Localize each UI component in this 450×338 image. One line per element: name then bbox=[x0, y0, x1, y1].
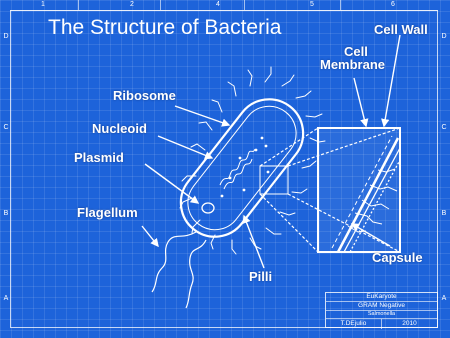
title-block-year: 2010 bbox=[402, 320, 417, 327]
column-number-6: 6 bbox=[391, 1, 395, 8]
nucleoid-coil bbox=[220, 149, 255, 189]
plasmid-arrow bbox=[145, 164, 198, 203]
cell-membrane-arrow bbox=[354, 78, 366, 126]
title-block-gram: GRAM Negative bbox=[326, 302, 437, 311]
cell-wall-outline bbox=[167, 86, 317, 251]
flagellum bbox=[152, 232, 206, 308]
label-cell-membrane-line2: Membrane bbox=[320, 57, 386, 72]
label-ribosome: Ribosome bbox=[113, 88, 176, 103]
row-letter-d-right: D bbox=[441, 33, 447, 40]
title-block-footer bbox=[326, 319, 437, 329]
label-nucleoid: Nucleoid bbox=[92, 121, 147, 136]
cell-wall-arrow bbox=[384, 35, 400, 126]
pilli-arrow bbox=[244, 216, 264, 268]
label-pilli: Pilli bbox=[249, 269, 273, 284]
flagellum-arrow bbox=[142, 226, 158, 246]
ribosome-dots bbox=[221, 137, 270, 198]
cell-membrane-outline bbox=[177, 95, 307, 240]
title-block-species: Salmonella bbox=[326, 311, 437, 319]
row-letter-c-left: C bbox=[3, 124, 9, 131]
row-letter-d-left: D bbox=[3, 33, 9, 40]
column-number-2: 2 bbox=[130, 1, 134, 8]
nucleoid-arrow bbox=[158, 136, 212, 158]
page-title: The Structure of Bacteria bbox=[48, 16, 282, 39]
column-number-5: 5 bbox=[310, 1, 314, 8]
label-flagellum: Flagellum bbox=[77, 205, 138, 220]
row-letter-c-right: C bbox=[441, 124, 447, 131]
row-letter-a-left: A bbox=[3, 295, 9, 302]
row-letter-a-right: A bbox=[441, 295, 447, 302]
column-number-1: 1 bbox=[41, 1, 45, 8]
label-cell-membrane-line1: Cell bbox=[344, 44, 368, 59]
magnified-cell-wall bbox=[318, 128, 400, 252]
plasmid-ring bbox=[202, 203, 214, 213]
row-letter-b-right: B bbox=[441, 210, 447, 217]
row-letter-b-left: B bbox=[3, 210, 9, 217]
column-number-4: 4 bbox=[216, 1, 220, 8]
label-capsule: Capsule bbox=[372, 250, 423, 265]
bacterium-cell bbox=[167, 86, 317, 251]
title-block-type: EuKaryote bbox=[326, 293, 437, 302]
title-block-author: T.DEjulio bbox=[326, 319, 382, 329]
label-cell-wall: Cell Wall bbox=[374, 22, 428, 37]
label-plasmid: Plasmid bbox=[74, 150, 124, 165]
title-block bbox=[325, 292, 438, 328]
